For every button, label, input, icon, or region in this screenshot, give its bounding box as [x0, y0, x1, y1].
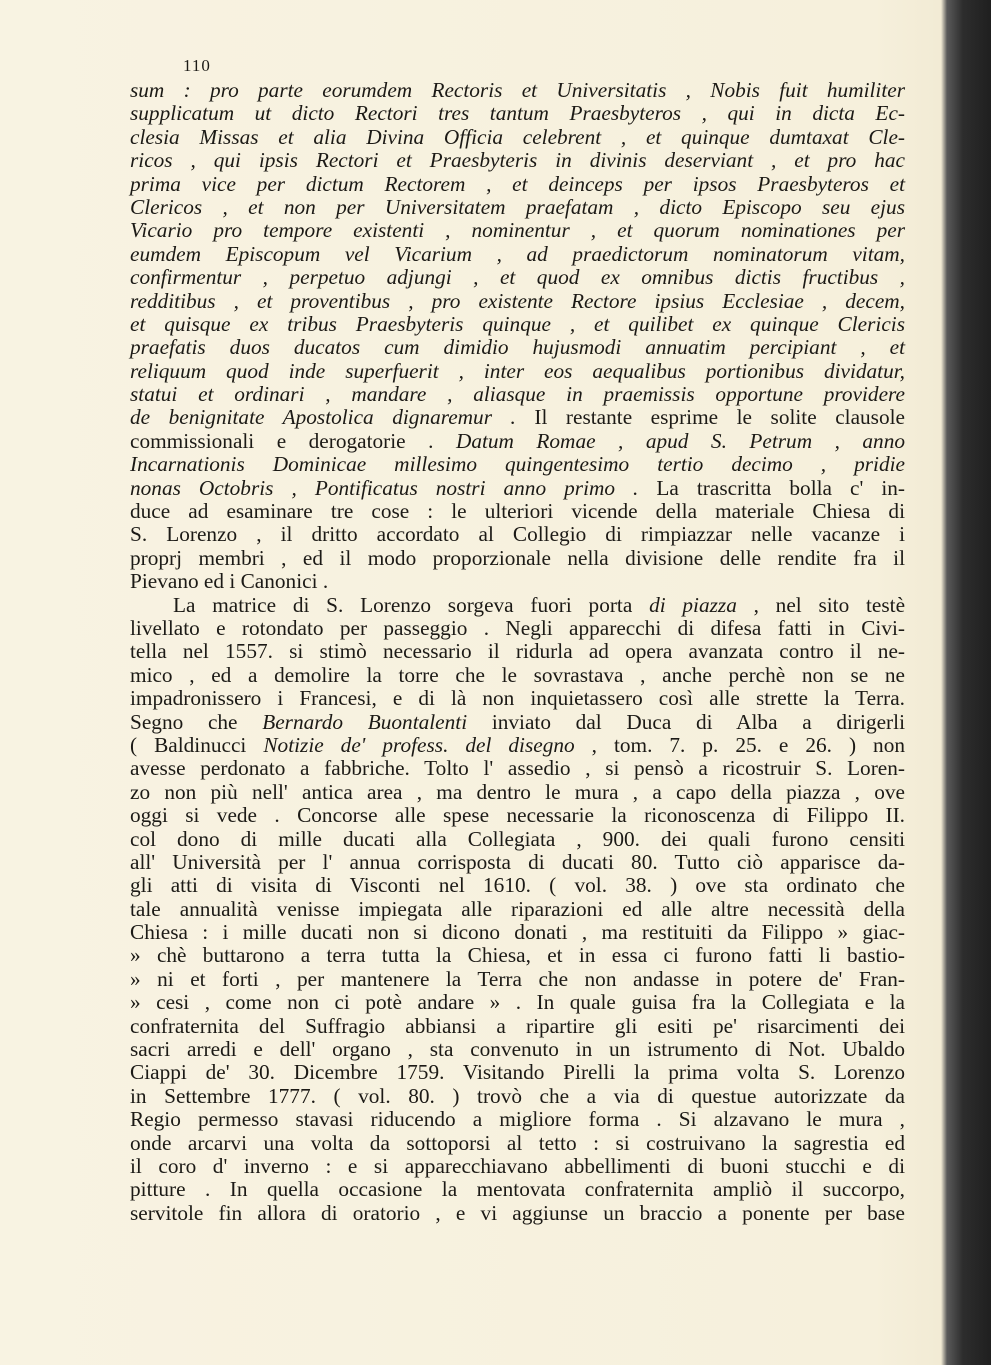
- text-line: supplicatum ut dicto Rectori tres tantum Praesbyteros , qui in dicta Ec-: [130, 101, 905, 126]
- text-line: » cesi , come non ci potè andare » . In quale guisa fra la Collegiata e la: [130, 990, 905, 1015]
- text-segment: , tom. 7. p. 25. e 26. ) non: [574, 732, 906, 757]
- text-line: all' Università per l' annua corrisposta di ducati 80. Tutto ciò apparisce da-: [130, 849, 905, 874]
- text-line: Incarnationis Dominicae millesimo quingentesimo tertio decimo , pridie: [130, 452, 905, 477]
- page-edge-shadow: [913, 0, 991, 1365]
- page-number: 110: [183, 56, 211, 75]
- text-line: livellato e rotondato per passeggio . Negli apparecchi di difesa fatti in Civi-: [130, 615, 905, 640]
- text-line: Pievano ed i Canonici .: [130, 569, 329, 594]
- text-segment: Bernardo Buontalenti: [262, 709, 468, 734]
- text-line: tella nel 1557. si stimò necessario il ridurla ad opera avanzata contro il ne-: [130, 639, 905, 664]
- text-line: il coro d' inverno : e si apparecchiavano abbellimenti di buoni stucchi e di: [130, 1153, 905, 1178]
- text-line: pitture . In quella occasione la mentovata confraternita ampliò il succorpo,: [130, 1177, 905, 1202]
- text-line: zo non più nell' antica area , ma dentro le mura , a capo della piazza , ove: [130, 779, 905, 804]
- text-line: Clericos , et non per Universitatem praefatam , dicto Episcopo seu ejus: [130, 194, 905, 219]
- text-segment: La matrice di S. Lorenzo sorgeva fuori porta: [173, 592, 650, 617]
- text-line: sacri arredi e dell' organo , sta convenuto in un istrumento di Not. Ubaldo: [130, 1037, 905, 1062]
- text-segment: Il restante esprime le solite clausole: [515, 405, 905, 430]
- text-line: praefatis duos ducatos cum dimidio hujusmodi annuatim percipiant , et: [130, 335, 905, 360]
- text-segment: La trascritta bolla c' in-: [638, 475, 905, 500]
- text-line: et quisque ex tribus Praesbyteris quinque , et quilibet ex quinque Clericis: [130, 311, 905, 336]
- text-line: eumdem Episcopum vel Vicarium , ad praedictorum nominatorum vitam,: [130, 241, 905, 266]
- text-segment: Datum Romae , apud S. Petrum , anno: [455, 428, 905, 453]
- text-line: [130, 594, 905, 617]
- text-line: col dono di mille ducati alla Collegiata , 900. dei quali furono censiti: [130, 826, 905, 851]
- text-line: servitole fin allora di oratorio , e vi aggiunse un braccio a ponente per base: [130, 1200, 905, 1225]
- text-line: » ni et forti , per mantenere la Terra che non andasse in potere de' Fran-: [130, 966, 905, 991]
- text-line: » chè buttarono a terra tutta la Chiesa, et in essa ci furono fatti li bastio-: [130, 943, 905, 968]
- text-line: proprj membri , ed il modo proporzionale nella divisione delle rendite fra il: [130, 545, 905, 570]
- text-line: avesse perdonato a fabbriche. Tolto l' assedio , si pensò a ricostruir S. Loren-: [130, 756, 905, 781]
- text-segment: Segno che: [130, 709, 263, 734]
- text-line: [130, 734, 905, 757]
- text-segment: ( Baldinucci: [130, 732, 264, 757]
- text-line: reliquum quod inde superfuerit , inter eos aequalibus portionibus dividatur,: [130, 358, 905, 383]
- text-segment: commissionali e derogatorie .: [130, 428, 456, 453]
- text-segment: nonas Octobris , Pontificatus nostri anno primo .: [130, 475, 639, 500]
- text-line: confraternita del Suffragio abbiansi a ripartire gli esiti pe' risarcimenti dei: [130, 1013, 905, 1038]
- text-line: [130, 430, 905, 453]
- text-line: S. Lorenzo , il dritto accordato al Collegio di rimpiazzar nelle vacanze i: [130, 522, 905, 547]
- text-line: Ciappi de' 30. Dicembre 1759. Visitando Pirelli la prima volta S. Lorenzo: [130, 1060, 905, 1085]
- text-line: redditibus , et proventibus , pro existente Rectore ipsius Ecclesiae , decem,: [130, 288, 905, 313]
- text-line: [130, 711, 905, 734]
- text-line: sum : pro parte eorumdem Rectoris et Universitatis , Nobis fuit humiliter: [130, 78, 905, 102]
- text-line: gli atti di visita di Visconti nel 1610. ( vol. 38. ) ove sta ordinato che: [130, 873, 905, 898]
- text-line: impadronissero i Francesi, e di là non inquietassero così alle strette la Terra.: [130, 686, 905, 711]
- text-line: statui et ordinari , mandare , aliasque in praemissis opportune providere: [130, 382, 905, 407]
- body-text: [130, 79, 905, 1225]
- text-line: tale annualità venisse impiegata alle riparazioni ed alle altre necessità della: [130, 896, 905, 921]
- text-line: mico , ed a demolire la torre che le sovrastava , anche perchè non se ne: [130, 662, 905, 687]
- text-line: clesia Missas et alia Divina Officia celebrent , et quinque dumtaxat Cle-: [130, 124, 905, 149]
- text-segment: inviato dal Duca di Alba a dirigerli: [467, 709, 905, 734]
- text-line: onde arcarvi una volta da sottoporsi al tetto : si costruivano la sagrestia ed: [130, 1130, 905, 1155]
- text-line: prima vice per dictum Rectorem , et deinceps per ipsos Praesbyteros et: [130, 171, 905, 196]
- text-line: Vicario pro tempore existenti , nominentur , et quorum nominationes per: [130, 218, 905, 243]
- text-line: Chiesa : i mille ducati non si dicono donati , ma restituiti da Filippo » giac-: [130, 920, 905, 945]
- text-line: ricos , qui ipsis Rectori et Praesbyteris in divinis deserviant , et pro hac: [130, 148, 905, 173]
- text-line: Regio permesso stavasi riducendo a migliore forma . Si alzavano le mura ,: [130, 1107, 905, 1132]
- text-segment: de benignitate Apostolica dignaremur .: [130, 405, 516, 430]
- text-line: duce ad esaminare tre cose : le ulteriori vicende della materiale Chiesa di: [130, 499, 905, 524]
- text-segment: Notizie de' profess. del disegno: [263, 732, 575, 757]
- text-line: in Settembre 1777. ( vol. 80. ) trovò che a via di questue autorizzate da: [130, 1083, 905, 1108]
- text-segment: , nel sito testè: [736, 592, 906, 617]
- text-line: [130, 477, 905, 500]
- text-line: [130, 406, 905, 429]
- text-line: confirmentur , perpetuo adjungi , et quod ex omnibus dictis fructibus ,: [130, 265, 905, 290]
- text-line: oggi si vede . Concorse alle spese necessarie la riconoscenza di Filippo II.: [130, 803, 905, 828]
- text-segment: di piazza: [649, 592, 737, 617]
